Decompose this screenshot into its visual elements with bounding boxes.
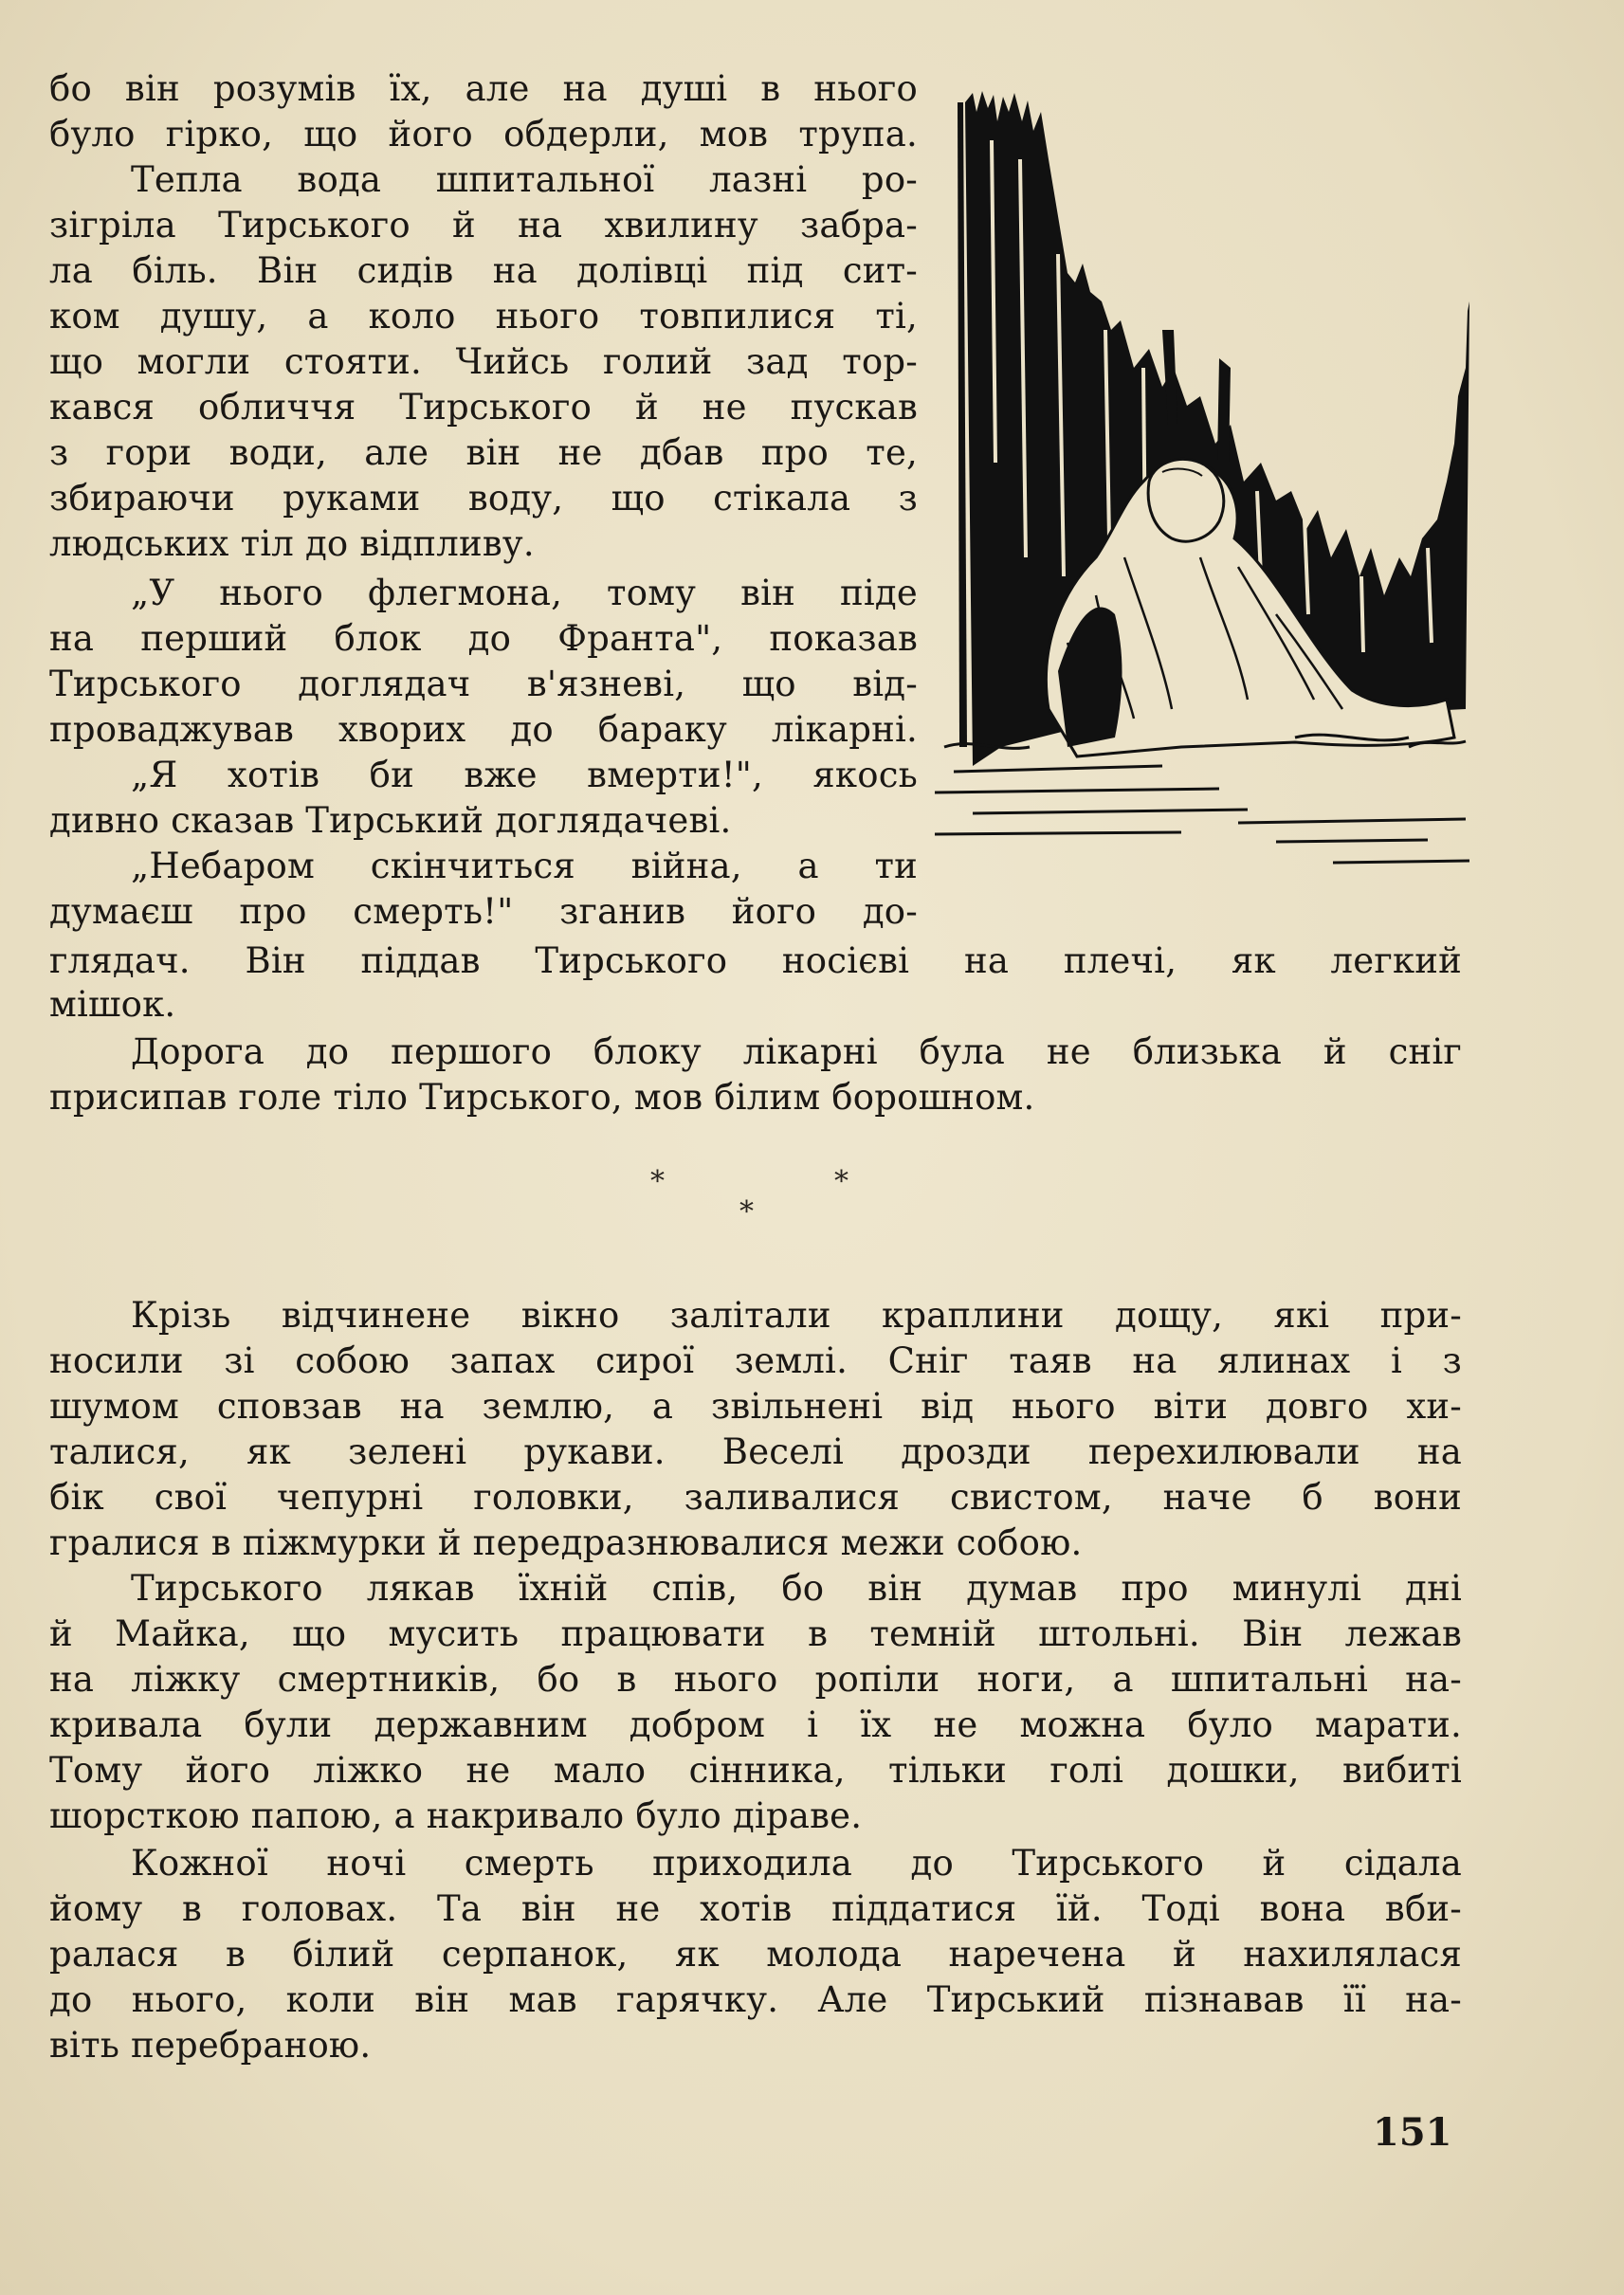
text-line: Тирського лякав їхній спів, бо він думав про минулі дні — [131, 1568, 1462, 1609]
text-line: проваджував хворих до бараку лікарні. — [49, 709, 918, 750]
separator-star: * — [739, 1195, 754, 1229]
text-line: носили зі собою запах сирої землі. Сніг таяв на ялинах і з — [49, 1340, 1462, 1381]
text-line: ралася в білий серпанок, як молода наречена й нахилялася — [49, 1934, 1462, 1975]
text-line: Тому його ліжко не мало сінника, тільки голі дошки, вибиті — [49, 1750, 1462, 1791]
text-line: шорсткою папою, а накривало було діраве. — [49, 1795, 863, 1836]
text-line: талися, як зелені рукави. Веселі дрозди перехилювали на — [49, 1431, 1462, 1472]
text-line: бо він розумів їх, але на душі в нього — [49, 68, 918, 109]
text-line: присипав голе тіло Тирського, мов білим борошном. — [49, 1077, 1035, 1118]
text-line: Дорога до першого блоку лікарні була не близька й сніг — [131, 1031, 1462, 1072]
illustration-figure — [935, 83, 1469, 899]
text-line: йому в головах. Та він не хотів піддатися їй. Тоді вона вби- — [49, 1888, 1462, 1929]
text-line: шумом сповзав на землю, а звільнені від нього віти довго хи- — [49, 1386, 1462, 1427]
text-line: дивно сказав Тирський доглядачеві. — [49, 800, 732, 841]
text-line: на ліжку смертників, бо в нього ропіли ноги, а шпитальні на- — [49, 1659, 1462, 1700]
text-line: ла біль. Він сидів на долівці під сит- — [49, 250, 918, 291]
text-line: кався обличчя Тирського й не пускав — [49, 387, 918, 428]
text-line: зігріла Тирського й на хвилину забра- — [49, 205, 918, 246]
text-line: бік свої чепурні головки, заливалися свистом, наче б вони — [49, 1477, 1462, 1518]
text-line: й Майка, що мусить працювати в темній штольні. Він лежав — [49, 1613, 1462, 1654]
text-line: на перший блок до Франта", показав — [49, 618, 918, 659]
text-line: віть перебраною. — [49, 2025, 372, 2066]
separator-star: * — [834, 1165, 848, 1198]
section-separator — [626, 1157, 872, 1242]
text-line: Тепла вода шпитальної лазні ро- — [131, 159, 918, 200]
text-line: глядач. Він піддав Тирського носієві на плечі, як легкий — [49, 940, 1462, 981]
text-line: Кожної ночі смерть приходила до Тирського й сідала — [131, 1843, 1462, 1884]
text-line: думаєш про смерть!" зганив його до- — [49, 891, 918, 932]
text-line: з гори води, але він не дбав про те, — [49, 432, 918, 473]
text-line: мішок. — [49, 984, 176, 1025]
separator-star: * — [650, 1165, 665, 1198]
text-line: гралися в піжмурки й передразнювалися межи собою. — [49, 1522, 1083, 1563]
text-line: Крізь відчинене вікно залітали краплини дощу, які при- — [131, 1295, 1462, 1336]
text-line: людських тіл до відпливу. — [49, 523, 535, 564]
text-line: Тирського доглядач в'язневі, що від- — [49, 664, 918, 704]
text-line: кривала були державним добром і їх не можна було марати. — [49, 1704, 1462, 1745]
text-line: ком душу, а коло нього товпилися ті, — [49, 296, 918, 337]
text-line: збираючи руками воду, що стікала з — [49, 478, 918, 519]
text-line: „Я хотів би вже вмерти!", якось — [131, 755, 918, 795]
text-line: до нього, коли він мав гарячку. Але Тирський пізнавав її на- — [49, 1979, 1462, 2020]
text-line: було гірко, що його обдерли, мов трупа. — [49, 114, 918, 155]
text-line: що могли стояти. Чийсь голий зад тор- — [49, 341, 918, 382]
page-number: 151 — [1373, 2110, 1452, 2155]
text-line: „У нього флегмона, тому він піде — [131, 573, 918, 613]
text-line: „Небаром скінчиться війна, а ти — [131, 846, 918, 886]
